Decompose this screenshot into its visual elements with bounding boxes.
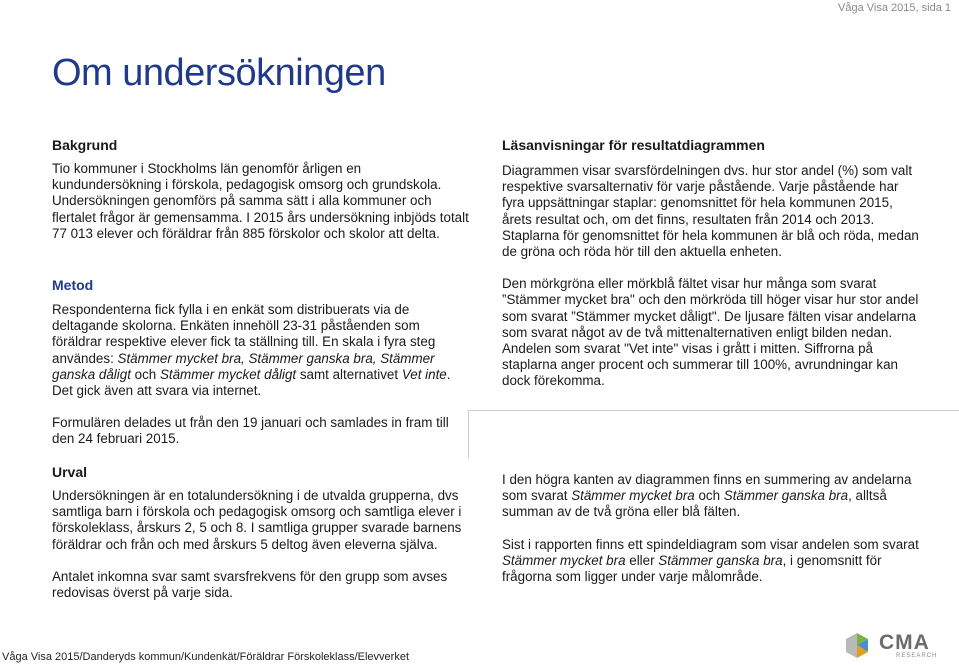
- logo-subtext: RESEARCH: [896, 653, 938, 659]
- logo-text: CMA: [879, 631, 930, 654]
- background-heading: Bakgrund: [52, 137, 118, 153]
- page-title: Om undersökningen: [52, 52, 386, 94]
- method-paragraph-1: Respondenterna fick fylla i en enkät som distribuerats via de deltagande skolorna. Enkäten innehöll 23-31 påståenden som föräldrar respektive elever fick ta ställning till. En skala i fyra steg användes: Stämmer mycket bra, Stämmer ganska bra, Stämmer ganska dåligt och Stämmer mycket dåligt samt alternativet Vet inte. Det gick även att svara via internet.: [52, 302, 451, 399]
- cma-research-logo: [835, 629, 947, 661]
- reading-guide-paragraph-2: Den mörkgröna eller mörkblå fältet visar hur många som svarat ”Stämmer mycket bra" och den mörkröda till höger visar hur stor andel som svarat ”Stämmer mycket dåligt". De ljusare fälten visar andelarna som svarat något av de två mittenalternativen enligt bilden nedan. Andelen som svarat "Vet inte" visas i grått i mitten. Siffrorna på staplarna anger procent och summerar till 100%, avrundningar kan dock förekomma.: [502, 276, 919, 389]
- reading-guide-section-2: [502, 472, 922, 585]
- selection-section: [52, 464, 472, 601]
- reading-guide-heading: Läsanvisningar för resultatdiagrammen: [502, 137, 765, 153]
- method-heading: Metod: [52, 277, 94, 293]
- method-section: [52, 277, 472, 448]
- background-section: [52, 137, 472, 242]
- reading-guide-section: [502, 137, 922, 390]
- legend-image-frame: [468, 410, 959, 458]
- reading-guide-paragraph-3: I den högra kanten av diagrammen finns en summering av andelarna som svarat Stämmer mycket bra och Stämmer ganska bra, alltså summan av de två gröna eller blå fälten.: [502, 472, 912, 520]
- selection-heading: Urval: [52, 464, 88, 480]
- footer-path: Våga Visa 2015/Danderyds kommun/Kundenkät/Föräldrar Förskoleklass/Elevverket: [2, 651, 409, 663]
- logo-mark-icon: [841, 631, 873, 659]
- method-paragraph-2: Formulären delades ut från den 19 januari och samlades in fram till den 24 februari 2015.: [52, 415, 449, 447]
- reading-guide-paragraph-1: Diagrammen visar svarsfördelningen dvs. hur stor andel (%) som valt respektive svarsalternativ för varje påstående. Varje påstående har fyra uppsättningar staplar: genomsnittet för hela kommunen 2015, årets resultat och, om det finns, resultaten från 2014 och 2013. Staplarna för genomsnittet för hela kommunen är blå och röda, medan de gröna och röda hör till den aktuella enheten.: [502, 163, 919, 260]
- reading-guide-paragraph-4: Sist i rapporten finns ett spindeldiagram som visar andelen som svarat Stämmer mycket bra eller Stämmer ganska bra, i genomsnitt för frågorna som ligger under varje målområde.: [502, 536, 919, 585]
- page-header: Våga Visa 2015, sida 1: [838, 2, 951, 14]
- selection-paragraph-1: Undersökningen är en totalundersökning i de utvalda grupperna, dvs samtliga barn i förskola och pedagogisk omsorg och samtliga elever i förskoleklass, årskurs 2, 5 och 8. I samtliga grupper svarade barnens föräldrar och från och med årskurs 5 deltog även eleverna själva.: [52, 488, 462, 552]
- selection-paragraph-2: Antalet inkomna svar samt svarsfrekvens för den grupp som avses redovisas överst på varje sida.: [52, 568, 448, 601]
- background-text: Tio kommuner i Stockholms län genomför årligen en kundundersökning i förskola, pedagogisk omsorg och grundskola. Undersökningen genomförs på samma sätt i alla kommuner och flertalet frågor är gemensamma. I 2015 års undersökning inbjöds totalt 77 013 elever och föräldrar från 885 förskolor och skolor att delta.: [52, 161, 469, 241]
